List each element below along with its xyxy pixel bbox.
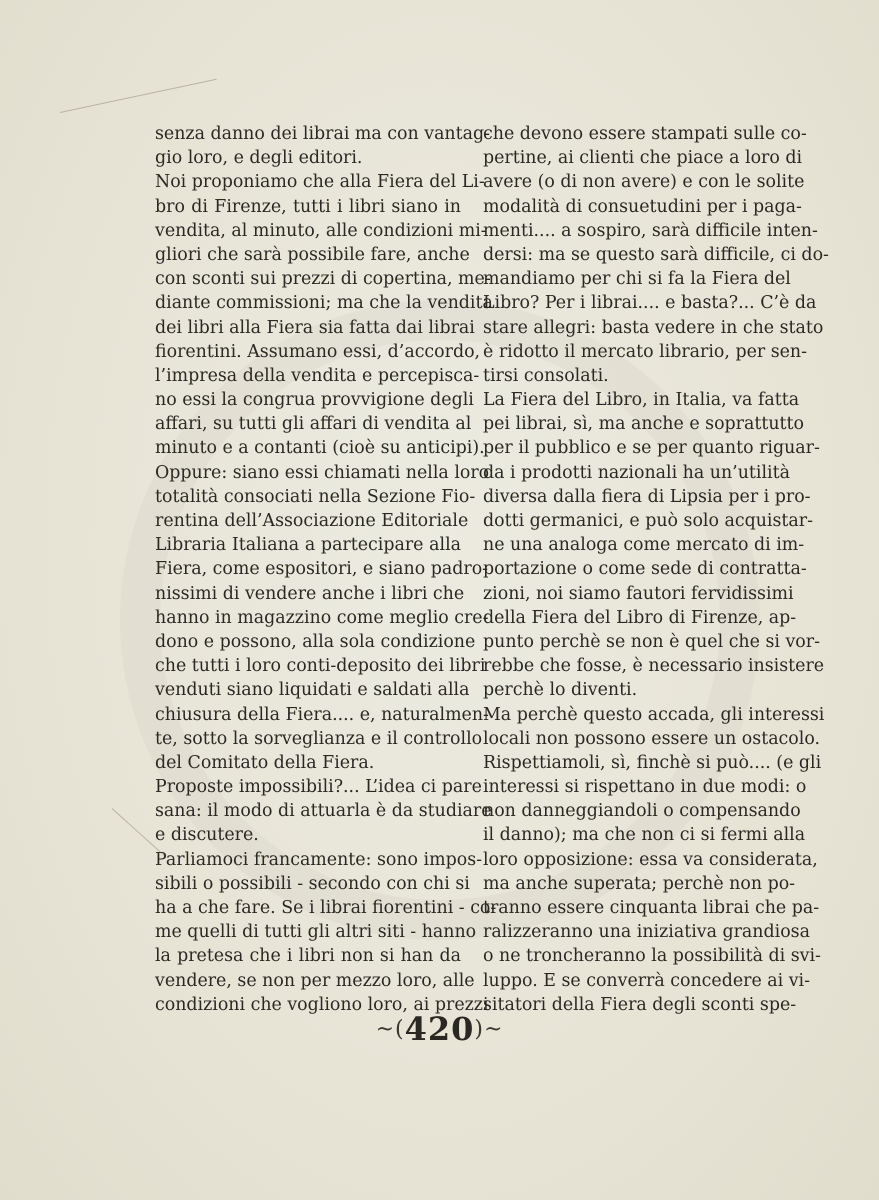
text-line: che devono essere stampati sulle co- — [483, 124, 807, 144]
text-line: totalità consociati nella Sezione Fio- — [155, 486, 476, 507]
text-line: dei libri alla Fiera sia fatta dai librai — [155, 317, 475, 338]
text-line: per il pubblico e se per quanto riguar- — [483, 438, 820, 459]
text-line: dono e possono, alla sola condizione — [155, 631, 476, 652]
text-line: fiorentini. Assumano essi, d’accordo, — [155, 341, 481, 362]
text-line: dotti germanici, e può solo acquistar- — [483, 511, 813, 531]
folio-left-ornament: ~( — [375, 1017, 405, 1042]
text-line: affari, su tutti gli affari di vendita al — [155, 414, 472, 435]
text-line: La Fiera del Libro, in Italia, va fatta — [483, 390, 800, 411]
text-line: sitatori della Fiera degli sconti spe- — [483, 994, 797, 1015]
text-line: tirsi consolati. — [483, 365, 609, 386]
text-line: Oppure: siano essi chiamati nella loro — [155, 462, 490, 483]
text-line: che tutti i loro conti-deposito dei libri — [155, 656, 486, 677]
text-line: ha a che fare. Se i librai fiorentini - co- — [155, 898, 497, 918]
text-line: condizioni che vogliono loro, ai prezzi — [155, 994, 489, 1015]
text-line: Parliamoci francamente: sono impos- — [155, 849, 483, 870]
text-line: no essi la congrua provvigione degli — [155, 390, 474, 411]
text-line: rentina dell’Associazione Editoriale — [155, 511, 469, 531]
text-line: Libraria Italiana a partecipare alla — [155, 535, 461, 556]
text-line: minuto e a contanti (cioè su anticipi). — [155, 438, 485, 459]
text-line: della Fiera del Libro di Firenze, ap- — [483, 607, 797, 628]
text-line: Proposte impossibili?... L’idea ci pare — [155, 777, 482, 798]
text-line: gio loro, e degli editori. — [155, 148, 363, 169]
paper-crease-mark — [60, 79, 217, 113]
text-line: me quelli di tutti gli altri siti - hanno — [155, 922, 477, 943]
text-line: Ma perchè questo accada, gli interessi — [483, 704, 825, 725]
text-line: non danneggiandoli o compensando — [483, 801, 801, 822]
text-line: è ridotto il mercato librario, per sen- — [483, 341, 808, 362]
page-number-value: 420 — [404, 1010, 475, 1048]
text-line: gliori che sarà possibile fare, anche — [155, 244, 470, 265]
text-line: la pretesa che i libri non si han da — [155, 946, 461, 967]
text-line: diversa dalla fiera di Lipsia per i pro- — [483, 486, 811, 507]
text-line: stare allegri: basta vedere in che stato — [483, 317, 824, 338]
text-line: dersi: ma se questo sarà difficile, ci do- — [483, 244, 829, 265]
folio-right-ornament: )~ — [474, 1017, 504, 1042]
text-line: punto perchè se non è quel che si vor- — [483, 631, 820, 652]
text-line: portazione o come sede di contratta- — [483, 559, 807, 580]
text-column-left — [155, 122, 497, 1017]
text-line: o ne troncheranno la possibilità di svi- — [483, 946, 821, 967]
text-line: mandiamo per chi si fa la Fiera del — [483, 269, 791, 290]
text-line: ne una analoga come mercato di im- — [483, 535, 805, 556]
text-column-right — [483, 122, 829, 1017]
text-line: modalità di consuetudini per i paga- — [483, 196, 802, 217]
text-line: senza danno dei librai ma con vantag- — [155, 124, 490, 144]
text-line: Libro? Per i librai.... e basta?... C’è da — [483, 293, 817, 314]
text-line: vendere, se non per mezzo loro, alle — [155, 970, 475, 991]
page-number — [0, 1010, 879, 1048]
text-line: zioni, noi siamo fautori fervidissimi — [483, 583, 794, 604]
text-line: con sconti sui prezzi di copertina, me- — [155, 269, 491, 290]
text-line: venduti siano liquidati e saldati alla — [155, 680, 470, 701]
text-line: perchè lo diventi. — [483, 680, 638, 701]
text-line: interessi si rispettano in due modi: o — [483, 777, 807, 798]
text-line: nissimi di vendere anche i libri che — [155, 583, 465, 604]
text-line: te, sotto la sorveglianza e il controllo — [155, 728, 483, 749]
text-line: del Comitato della Fiera. — [155, 752, 375, 773]
text-line: bro di Firenze, tutti i libri siano in — [155, 196, 461, 217]
text-line: vendita, al minuto, alle condizioni mi- — [155, 220, 487, 241]
text-line: avere (o di non avere) e con le solite — [483, 172, 805, 193]
text-line: luppo. E se converrà concedere ai vi- — [483, 970, 810, 991]
text-line: Fiera, come espositori, e siano padro- — [155, 559, 489, 580]
text-line: chiusura della Fiera.... e, naturalmen- — [155, 704, 489, 725]
text-line: menti.... a sospiro, sarà difficile inten- — [483, 220, 818, 241]
text-line: ralizzeranno una iniziativa grandiosa — [483, 922, 810, 943]
text-line: pei librai, sì, ma anche e soprattutto — [483, 414, 804, 435]
text-line: sibili o possibili - secondo con chi si — [155, 873, 470, 894]
text-line: ma anche superata; perchè non po- — [483, 873, 796, 894]
text-line: da i prodotti nazionali ha un’utilità — [483, 462, 790, 483]
text-line: locali non possono essere un ostacolo. — [483, 728, 821, 749]
text-line: e discutere. — [155, 825, 259, 846]
text-line: l’impresa della vendita e percepisca- — [155, 365, 480, 386]
text-line: loro opposizione: essa va considerata, — [483, 849, 818, 870]
text-line: diante commissioni; ma che la vendita — [155, 293, 493, 314]
text-line: hanno in magazzino come meglio cre- — [155, 607, 489, 628]
text-line: Rispettiamoli, sì, finchè si può.... (e gli — [483, 752, 822, 773]
text-line: il danno); ma che non ci si fermi alla — [483, 825, 806, 846]
text-line: Noi proponiamo che alla Fiera del Li- — [155, 172, 485, 193]
text-line: tranno essere cinquanta librai che pa- — [483, 898, 820, 918]
text-line: pertine, ai clienti che piace a loro di — [483, 148, 803, 169]
text-line: rebbe che fosse, è necessario insistere — [483, 656, 825, 677]
text-line: sana: il modo di attuarla è da studiare — [155, 801, 492, 822]
